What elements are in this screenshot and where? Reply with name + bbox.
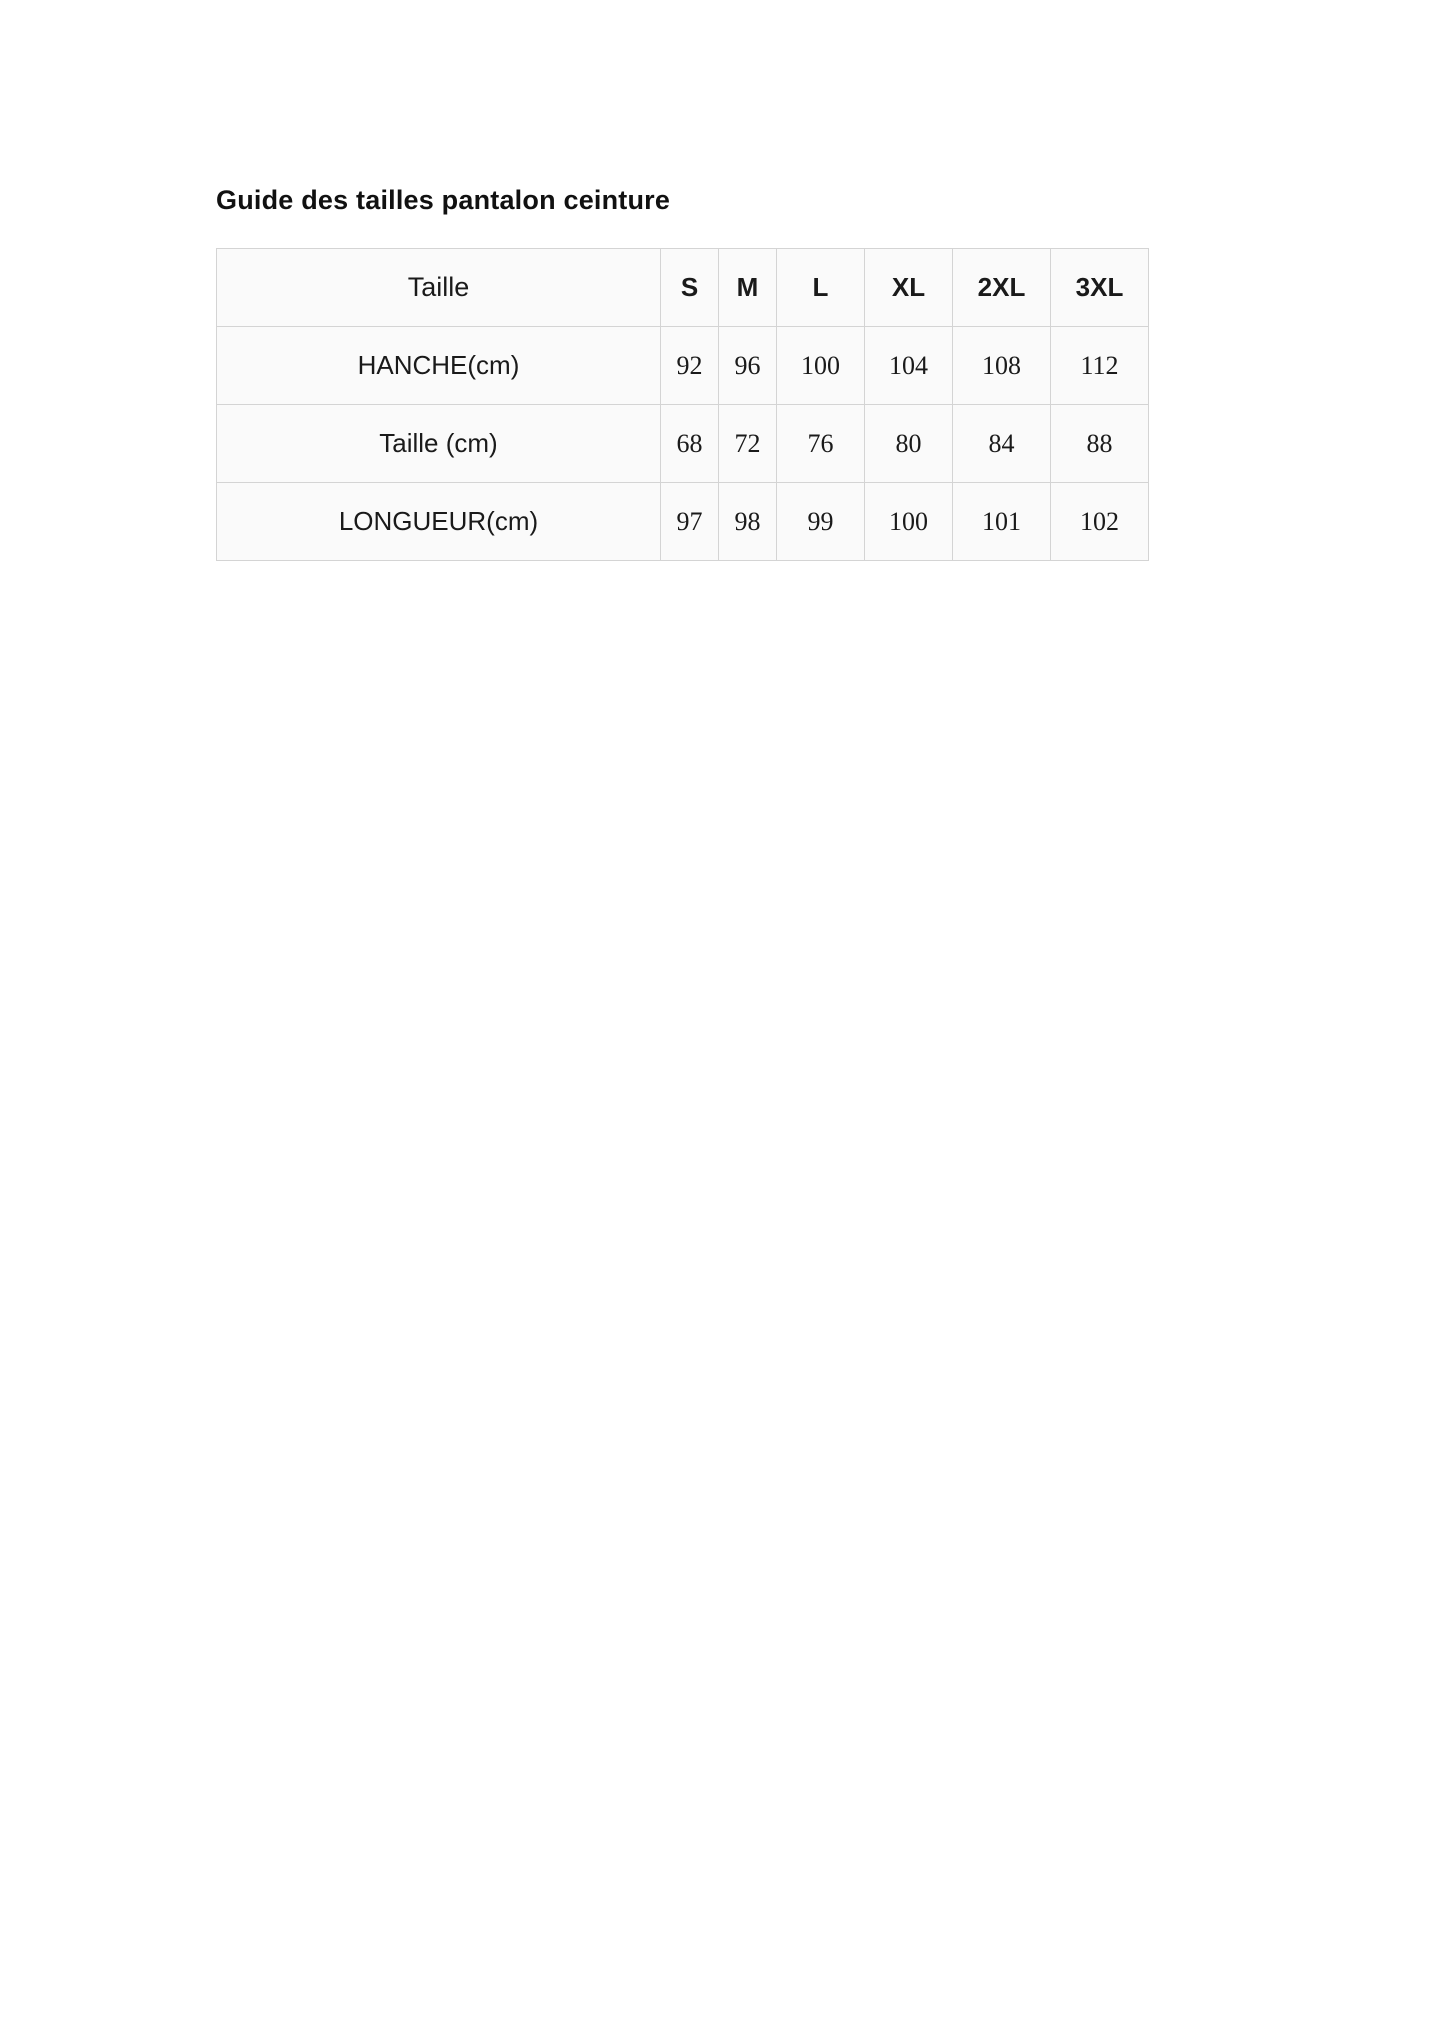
header-cell-size-3xl: 3XL	[1051, 249, 1149, 327]
header-cell-label: Taille	[217, 249, 661, 327]
header-cell-size-m: M	[719, 249, 777, 327]
header-cell-size-2xl: 2XL	[953, 249, 1051, 327]
row-label-hanche: HANCHE(cm)	[217, 327, 661, 405]
size-guide-table	[216, 248, 1149, 561]
cell-longueur-l: 99	[777, 483, 865, 561]
header-cell-size-xl: XL	[865, 249, 953, 327]
table-row	[217, 483, 1149, 561]
cell-hanche-3xl: 112	[1051, 327, 1149, 405]
cell-longueur-s: 97	[661, 483, 719, 561]
cell-taille-m: 72	[719, 405, 777, 483]
table-row	[217, 405, 1149, 483]
cell-taille-s: 68	[661, 405, 719, 483]
cell-longueur-m: 98	[719, 483, 777, 561]
row-label-longueur: LONGUEUR(cm)	[217, 483, 661, 561]
cell-longueur-xl: 100	[865, 483, 953, 561]
cell-hanche-m: 96	[719, 327, 777, 405]
table-row	[217, 327, 1149, 405]
cell-taille-l: 76	[777, 405, 865, 483]
page-title: Guide des tailles pantalon ceinture	[216, 185, 671, 215]
cell-taille-3xl: 88	[1051, 405, 1149, 483]
cell-hanche-xl: 104	[865, 327, 953, 405]
header-cell-size-s: S	[661, 249, 719, 327]
header-cell-size-l: L	[777, 249, 865, 327]
cell-taille-2xl: 84	[953, 405, 1051, 483]
cell-taille-xl: 80	[865, 405, 953, 483]
cell-hanche-2xl: 108	[953, 327, 1051, 405]
cell-longueur-3xl: 102	[1051, 483, 1149, 561]
table-header-row	[217, 249, 1149, 327]
row-label-taille: Taille (cm)	[217, 405, 661, 483]
cell-longueur-2xl: 101	[953, 483, 1051, 561]
cell-hanche-l: 100	[777, 327, 865, 405]
cell-hanche-s: 92	[661, 327, 719, 405]
